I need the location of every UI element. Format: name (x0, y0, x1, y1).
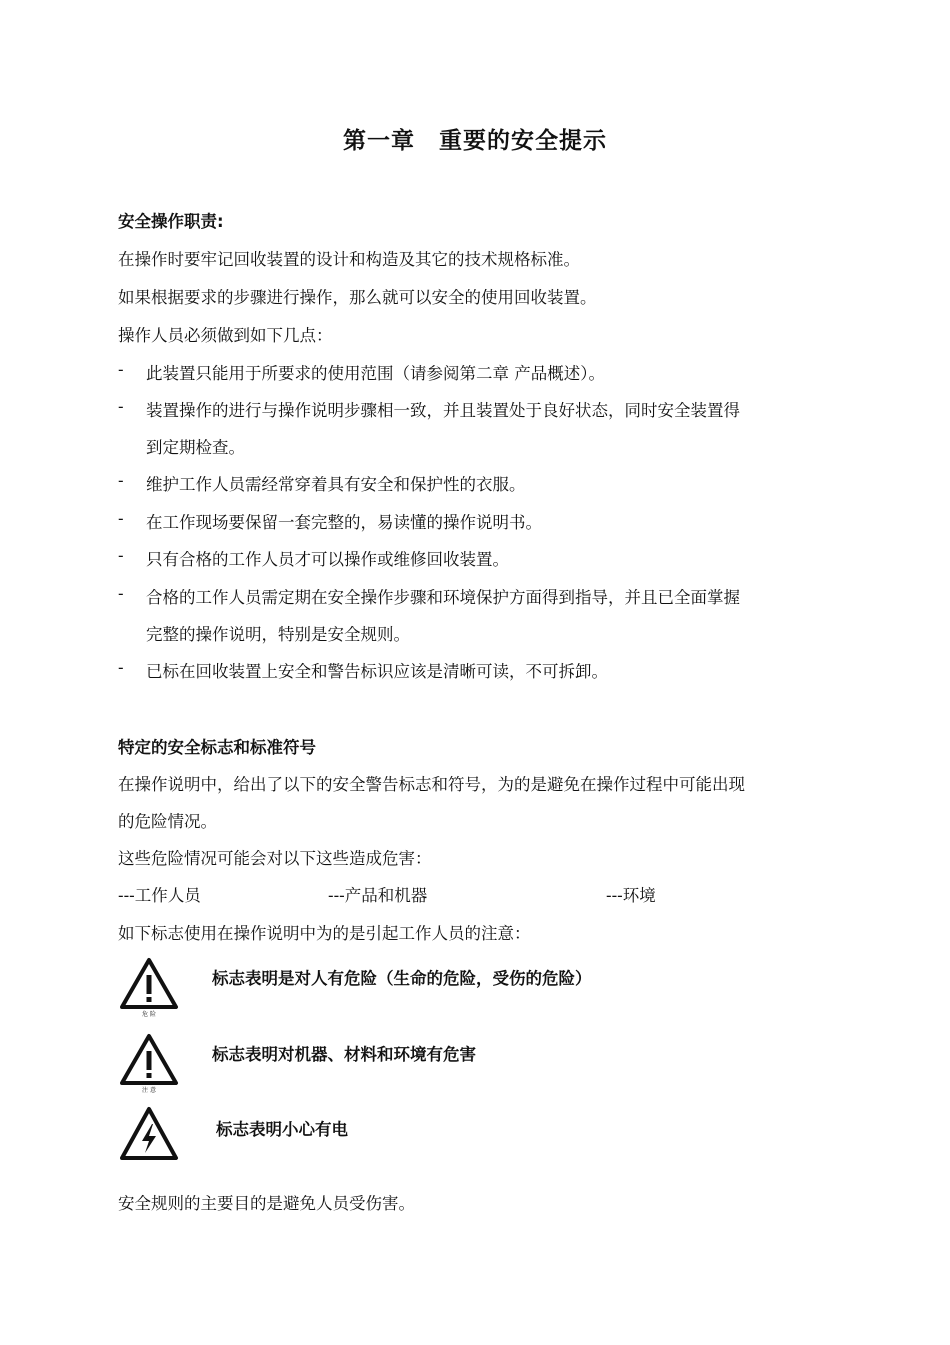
bullet-item: 装置操作的进行与操作说明步骤相一致，并且装置处于良好状态，同时安全装置得 (146, 401, 740, 420)
electric-hazard-icon (118, 1106, 180, 1166)
paragraph: 如下标志使用在操作说明中为的是引起工作人员的注意： (118, 924, 531, 943)
closing-paragraph: 安全规则的主要目的是避免人员受伤害。 (118, 1194, 415, 1213)
sign-label-danger: 标志表明是对人有危险（生命的危险，受伤的危险） (212, 969, 592, 988)
bullet-marker: - (118, 658, 124, 677)
bullet-marker: - (118, 546, 124, 565)
chapter-title: 第一章 重要的安全提示 (343, 128, 607, 154)
paragraph: 这些危险情况可能会对以下这些造成危害： (118, 849, 432, 868)
hazard-target-personnel: ---工作人员 (118, 886, 201, 905)
bullet-marker: - (118, 471, 124, 490)
bullet-item: 已标在回收装置上安全和警告标识应该是清晰可读，不可拆卸。 (146, 662, 608, 681)
danger-caption: 危 险 (142, 1011, 156, 1017)
section-heading-safety-duties: 安全操作职责: (118, 212, 224, 231)
section-heading-safety-signs: 特定的安全标志和标准符号 (118, 738, 316, 757)
paragraph: 的危险情况。 (118, 812, 217, 831)
bullet-marker: - (118, 584, 124, 603)
bullet-item: 只有合格的工作人员才可以操作或维修回收装置。 (146, 550, 509, 569)
caution-caption: 注 意 (142, 1087, 156, 1093)
bullet-marker: - (118, 360, 124, 379)
bullet-item-continuation: 到定期检查。 (146, 438, 245, 457)
paragraph: 如果根据要求的步骤进行操作，那么就可以安全的使用回收装置。 (118, 288, 597, 307)
bullet-item: 合格的工作人员需定期在安全操作步骤和环境保护方面得到指导，并且已全面掌握 (146, 588, 740, 607)
sign-label-electric: 标志表明小心有电 (216, 1120, 348, 1139)
hazard-target-machines: ---产品和机器 (328, 886, 428, 905)
danger-warning-icon (118, 957, 180, 1017)
sign-label-caution: 标志表明对机器、材料和环境有危害 (212, 1045, 476, 1064)
paragraph: 在操作说明中，给出了以下的安全警告标志和符号，为的是避免在操作过程中可能出现 (118, 775, 745, 794)
paragraph: 操作人员必须做到如下几点： (118, 326, 333, 345)
bullet-marker: - (118, 397, 124, 416)
bullet-marker: - (118, 509, 124, 528)
hazard-target-environment: ---环境 (606, 886, 656, 905)
bullet-item-continuation: 完整的操作说明，特别是安全规则。 (146, 625, 410, 644)
caution-warning-icon (118, 1033, 180, 1093)
bullet-item: 此装置只能用于所要求的使用范围（请参阅第二章 产品概述）。 (146, 364, 605, 383)
paragraph: 在操作时要牢记回收装置的设计和构造及其它的技术规格标准。 (118, 250, 580, 269)
bullet-item: 维护工作人员需经常穿着具有安全和保护性的衣服。 (146, 475, 526, 494)
bullet-item: 在工作现场要保留一套完整的，易读懂的操作说明书。 (146, 513, 542, 532)
